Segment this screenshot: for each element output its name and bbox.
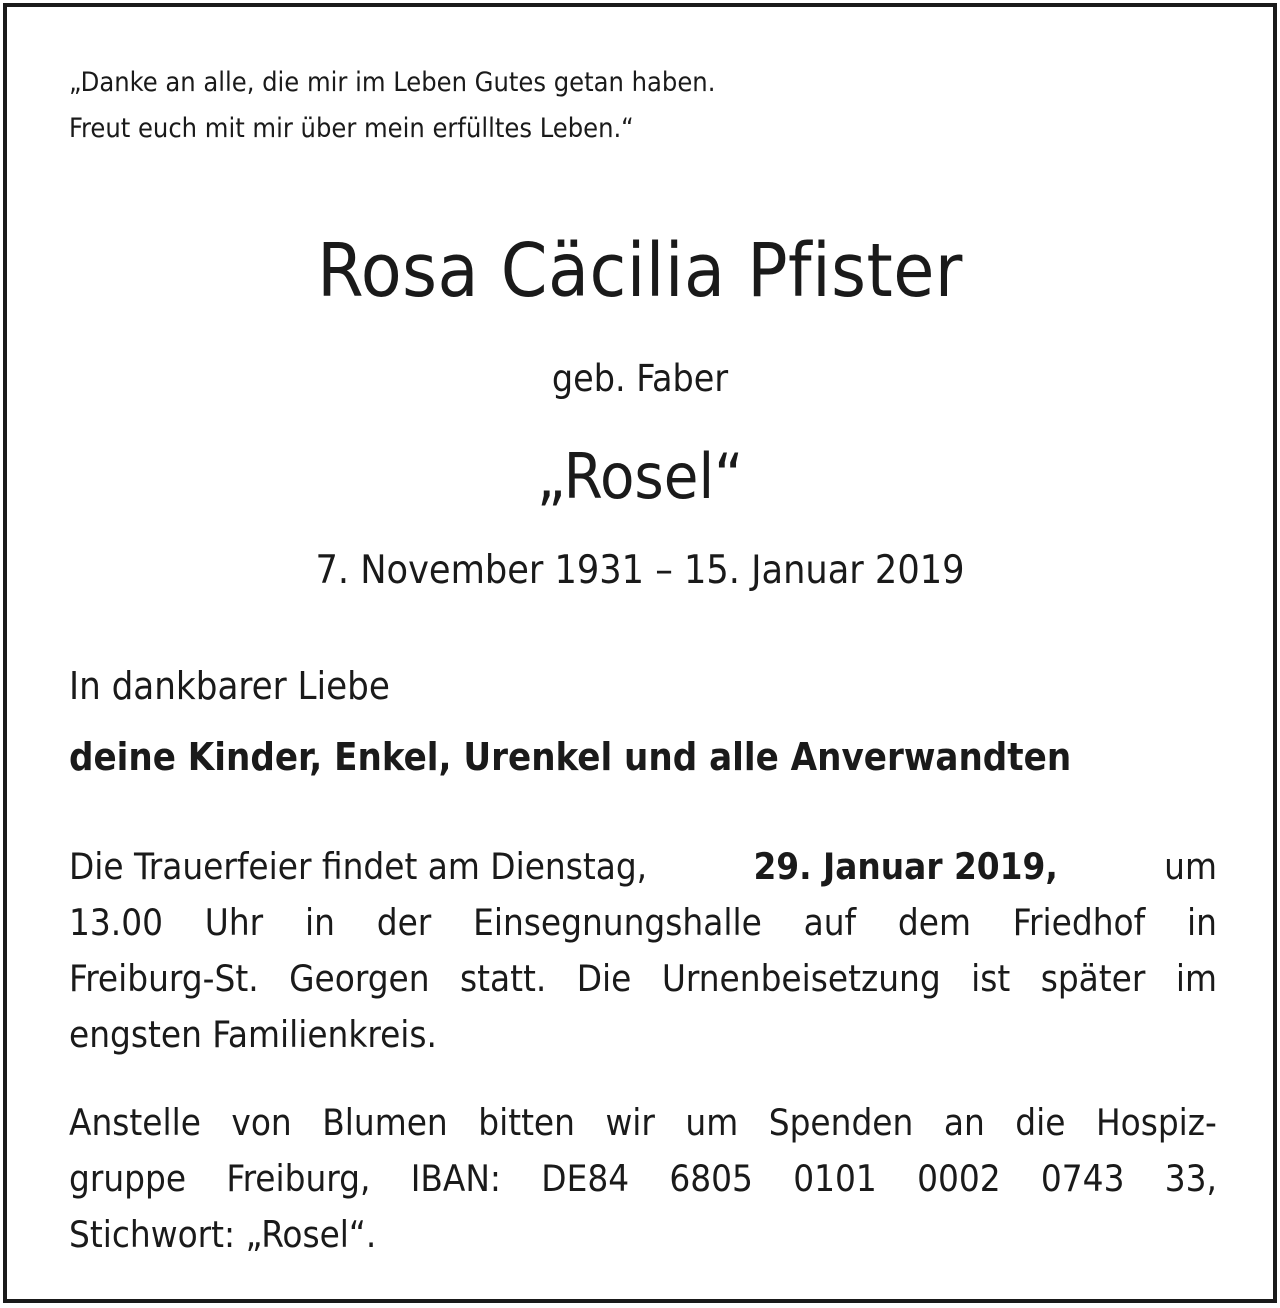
word: um <box>685 1101 739 1144</box>
ceremony-line-2 <box>69 895 1217 951</box>
word: wir <box>605 1101 655 1144</box>
donation-text: Stichwort: „Rosel“. <box>69 1213 377 1256</box>
word: dem <box>897 901 971 944</box>
word: Anstelle <box>69 1101 201 1144</box>
word: Die <box>576 957 632 1000</box>
word: Urnenbeisetzung <box>661 957 941 1000</box>
word: statt. <box>460 957 547 1000</box>
life-dates: 7. November 1931 – 15. Januar 2019 <box>315 548 965 593</box>
donation-line-1 <box>69 1095 1217 1151</box>
word: auf <box>803 901 857 944</box>
word: später <box>1040 957 1146 1000</box>
word: Friedhof <box>1012 901 1146 944</box>
word: 13.00 <box>69 901 163 944</box>
mourners-family: deine Kinder, Enkel, Urenkel und alle Anverwandten <box>69 735 1072 779</box>
word: Blumen <box>322 1101 448 1144</box>
ceremony-text: um <box>1164 845 1217 888</box>
word: in <box>1186 901 1217 944</box>
word: DE84 <box>541 1157 630 1200</box>
mourners-intro: In dankbarer Liebe <box>69 664 390 708</box>
word: die <box>1015 1101 1066 1144</box>
donation-text <box>69 1095 1217 1151</box>
obituary-notice <box>3 3 1277 1303</box>
word: Freiburg, <box>226 1157 371 1200</box>
quote-line-1: „Danke an alle, die mir im Leben Gutes getan haben. <box>69 67 716 98</box>
ceremony-date: 29. Januar 2019, <box>753 845 1058 888</box>
ceremony-text: Die Trauerfeier findet am Dienstag, <box>69 845 648 888</box>
donation-line-3 <box>69 1207 1217 1263</box>
ceremony-line-1 <box>69 839 1217 895</box>
word: Einsegnungshalle <box>473 901 762 944</box>
word: Uhr <box>204 901 264 944</box>
ceremony-text <box>69 895 1217 951</box>
word: Hospiz- <box>1095 1101 1217 1144</box>
quote-line-2: Freut euch mit mir über mein erfülltes Leben.“ <box>69 113 634 144</box>
word: im <box>1175 957 1217 1000</box>
word: von <box>231 1101 292 1144</box>
deceased-name: Rosa Cäcilia Pfister <box>317 227 963 314</box>
word: 6805 <box>669 1157 753 1200</box>
word: in <box>304 901 335 944</box>
donation-text <box>69 1151 1217 1207</box>
word: 0101 <box>793 1157 877 1200</box>
word: 0743 <box>1040 1157 1125 1200</box>
nickname: „Rosel“ <box>536 440 744 513</box>
word: Freiburg-St. <box>69 957 259 1000</box>
donation-line-2 <box>69 1151 1217 1207</box>
word: ist <box>971 957 1011 1000</box>
ceremony-text: engsten Familienkreis. <box>69 1013 437 1056</box>
ceremony-line-3 <box>69 951 1217 1007</box>
ceremony-text <box>69 951 1217 1007</box>
word: bitten <box>478 1101 575 1144</box>
ceremony-line-4 <box>69 1007 1217 1063</box>
donation-paragraph <box>69 1095 1217 1263</box>
word: der <box>376 901 432 944</box>
word: 33, <box>1164 1157 1217 1200</box>
word: IBAN: <box>410 1157 501 1200</box>
word: Spenden <box>768 1101 914 1144</box>
word: gruppe <box>69 1157 187 1200</box>
maiden-name: geb. Faber <box>551 356 729 400</box>
word: Georgen <box>289 957 430 1000</box>
word: 0002 <box>917 1157 1001 1200</box>
word: an <box>943 1101 985 1144</box>
ceremony-paragraph <box>69 839 1217 1063</box>
